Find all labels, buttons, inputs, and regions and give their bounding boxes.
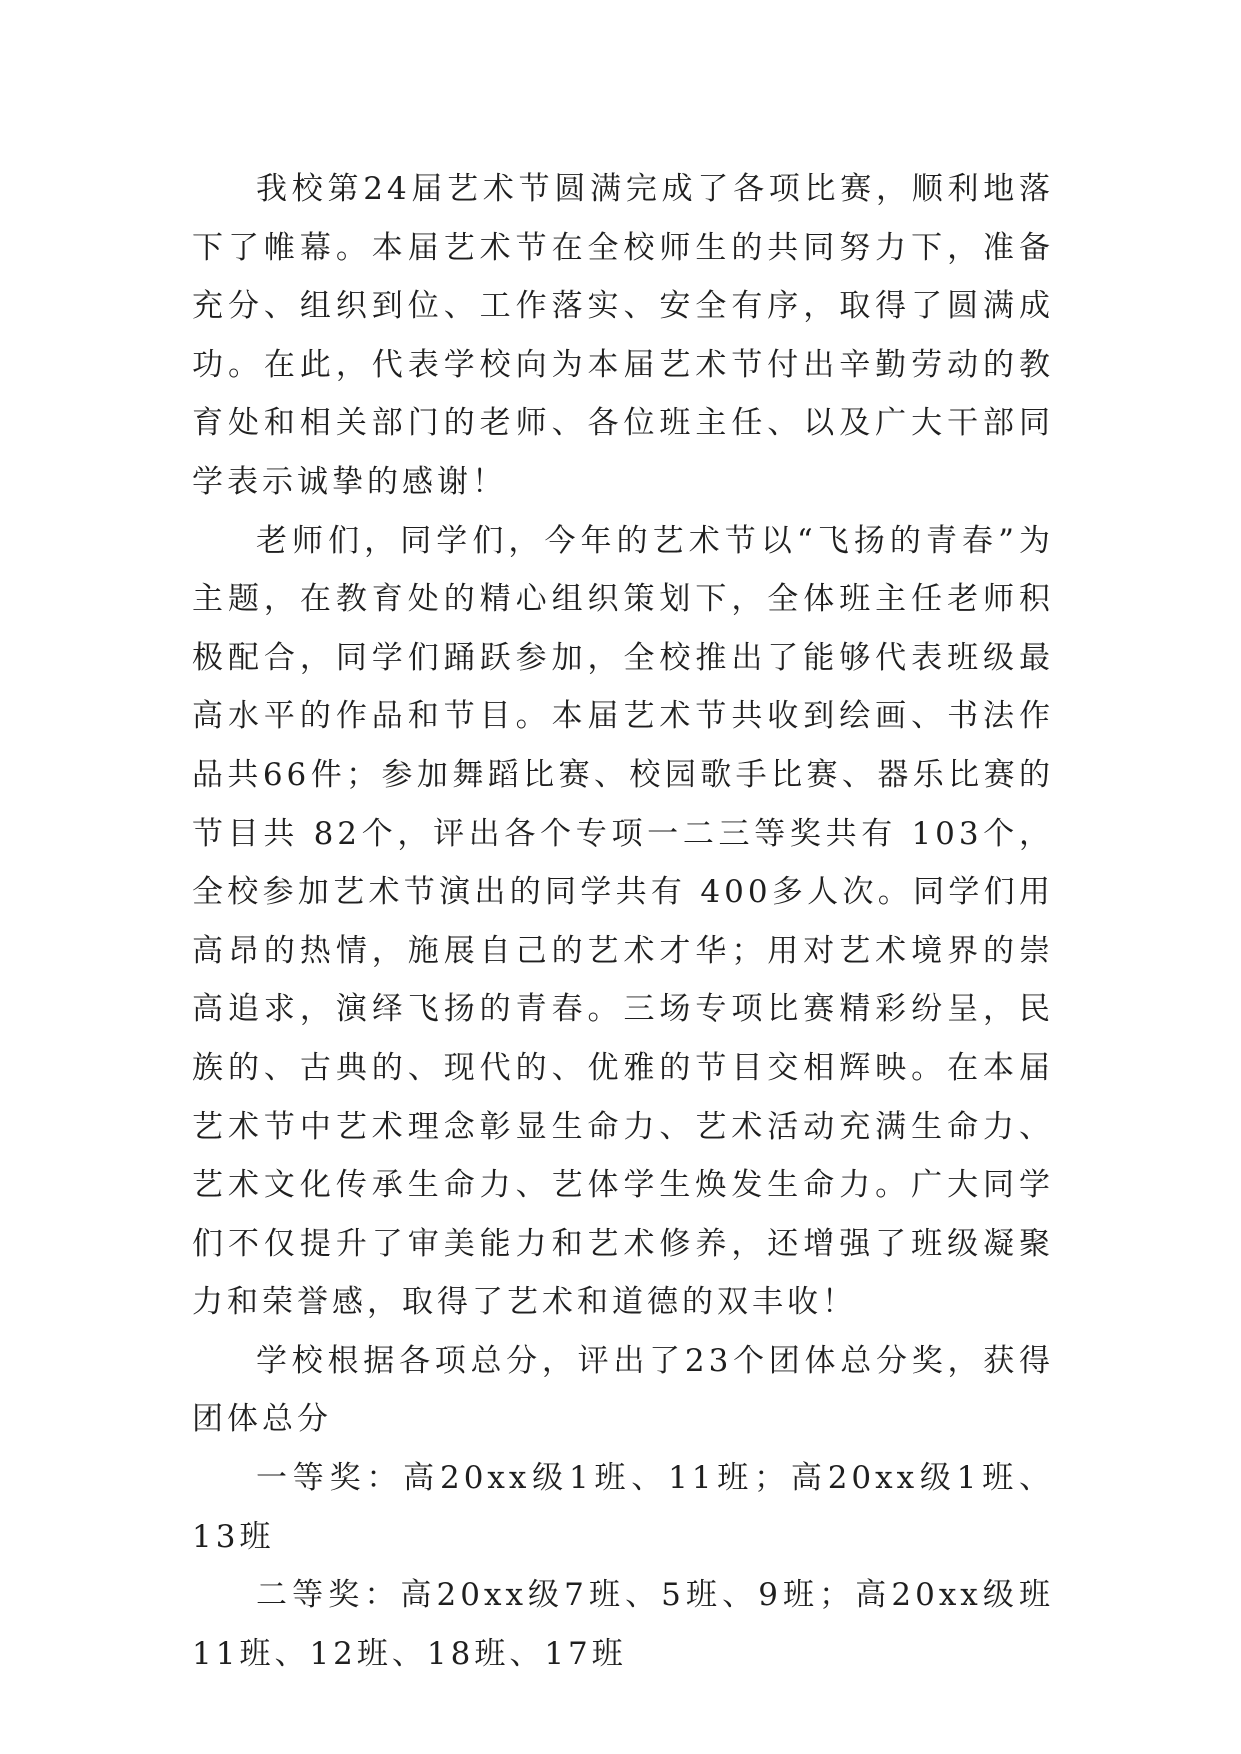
document-body (192, 160, 1054, 1683)
paragraph-team-awards: 学校根据各项总分，评出了23个团体总分奖，获得团体总分 (192, 1342, 1054, 1438)
paragraph-second-prize: 二等奖：高20xx级7班、5班、9班；高20xx级班11班、12班、18班、17班 (192, 1577, 1054, 1672)
paragraph-first-prize: 一等奖：高20xx级1班、11班；高20xx级1班、13班 (192, 1460, 1054, 1555)
paragraph-intro: 我校第24届艺术节圆满完成了各项比赛，顺利地落下了帷幕。本届艺术节在全校师生的共同努力下，准备充分、组织到位、工作落实、安全有序，取得了圆满成功。在此，代表学校向为本届艺术节付出辛勤劳动的教育处和相关部门的老师、各位班主任、以及广大干部同学表示诚挚的感谢！ (192, 171, 1054, 500)
paragraph-festival-summary: 老师们，同学们，今年的艺术节以“飞扬的青春”为主题，在教育处的精心组织策划下，全体班主任老师积极配合，同学们踊跃参加，全校推出了能够代表班级最高水平的作品和节目。本届艺术节共收到绘画、书法作品共66件；参加舞蹈比赛、校园歌手比赛、器乐比赛的节目共 82个，评出各个专项一二三等奖共有 103个，全校参加艺术节演出的同学共有 400多人次。同学们用高昂的热情，施展自己的艺术才华；用对艺术境界的崇高追求，演绎飞扬的青春。三场专项比赛精彩纷呈，民族的、古典的、现代的、优雅的节目交相辉映。在本届艺术节中艺术理念彰显生命力、艺术活动充满生命力、艺术文化传承生命力、艺体学生焕发生命力。广大同学们不仅提升了审美能力和艺术修养，还增强了班级凝聚力和荣誉感，取得了艺术和道德的双丰收！ (192, 522, 1054, 1321)
